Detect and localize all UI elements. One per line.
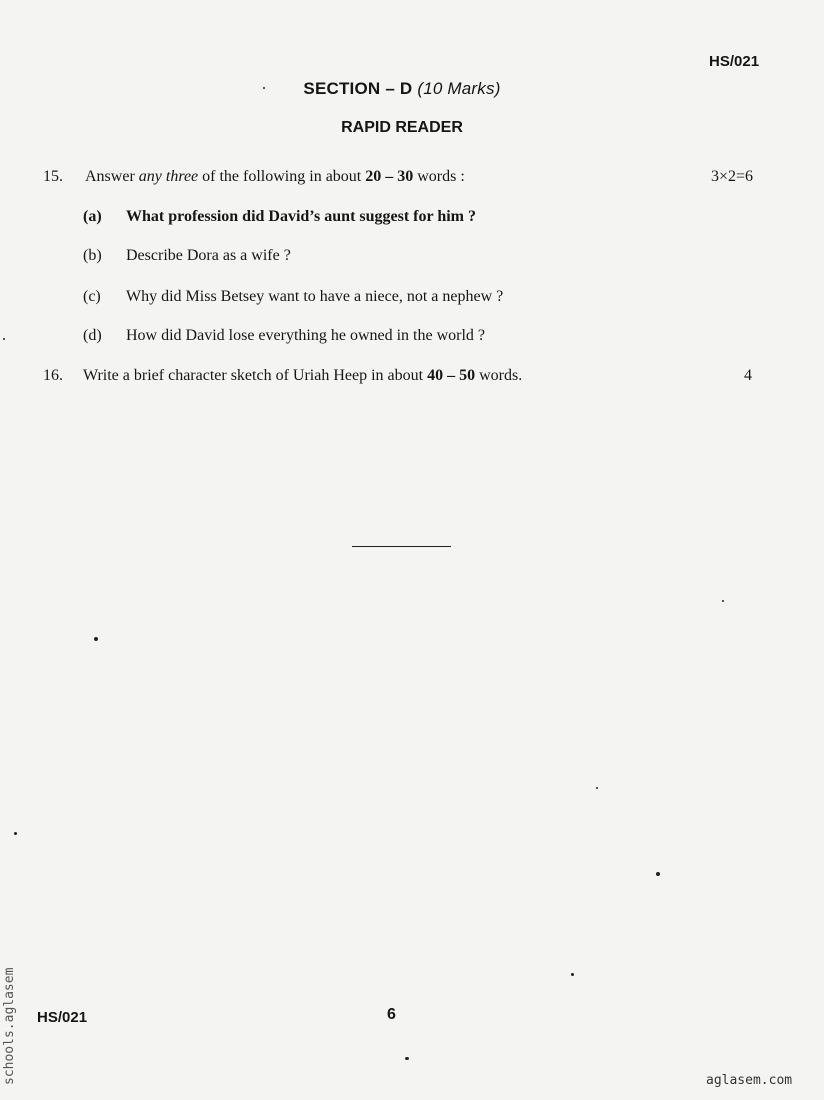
section-heading: [0, 79, 804, 99]
sub-question-letter: (d): [83, 327, 102, 344]
question-suffix: words :: [417, 168, 465, 185]
sub-question-text: Why did Miss Betsey want to have a niece, not a nephew ?: [126, 288, 504, 305]
scan-speck: [14, 832, 17, 835]
question-text: [83, 367, 522, 385]
question-marks: 3×2=6: [711, 168, 754, 185]
sub-question-text: How did David lose everything he owned in the world ?: [126, 327, 486, 344]
sub-question-letter: (b): [83, 247, 102, 264]
question-prefix: Write a brief character sketch of Uriah Heep in about: [83, 367, 424, 384]
question-number: 16.: [43, 367, 63, 384]
question-text: [85, 168, 465, 186]
scan-speck: [722, 600, 724, 602]
section-letter: – D: [385, 79, 413, 98]
scan-speck: [405, 1057, 409, 1060]
section-marks: (10 Marks): [417, 79, 501, 98]
question-number: 15.: [43, 168, 63, 185]
scan-speck: [596, 787, 598, 789]
sub-question-text: What profession did David’s aunt suggest for him ?: [126, 208, 476, 225]
scan-speck: [571, 973, 574, 976]
question-word-range: 40 – 50: [427, 367, 476, 384]
scan-speck: [263, 87, 265, 89]
paper-code-header: HS/021: [709, 53, 760, 70]
scan-speck: [656, 872, 660, 876]
page-number: 6: [387, 1006, 396, 1023]
sub-question-letter: (a): [83, 208, 102, 225]
paper-code-footer: HS/021: [37, 1009, 88, 1026]
scan-speck: [3, 338, 5, 340]
watermark-corner: aglasem.com: [706, 1073, 793, 1088]
watermark-side: schools.aglasem: [2, 967, 17, 1085]
question-prefix: Answer: [85, 168, 135, 185]
section-subtitle: RAPID READER: [341, 119, 463, 136]
scan-speck: [94, 637, 98, 641]
end-divider: [352, 546, 451, 547]
question-marks: 4: [744, 367, 752, 384]
question-middle: of the following in about: [202, 168, 362, 185]
section-title: SECTION: [303, 79, 381, 98]
question-word-range: 20 – 30: [365, 168, 414, 185]
sub-question-letter: (c): [83, 288, 101, 305]
question-emphasis: any three: [138, 168, 199, 185]
question-suffix: words.: [479, 367, 523, 384]
sub-question-text: Describe Dora as a wife ?: [126, 247, 291, 264]
